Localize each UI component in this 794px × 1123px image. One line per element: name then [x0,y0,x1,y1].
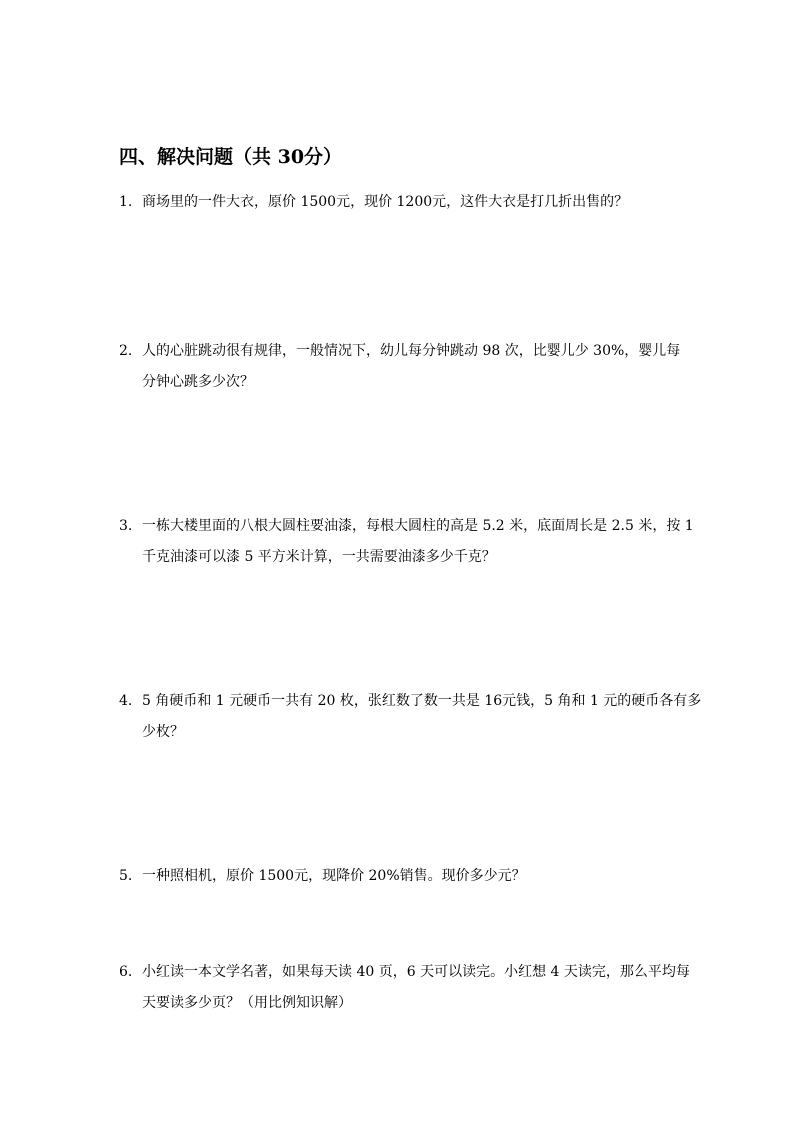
question-line [119,861,679,892]
question-line [119,957,690,988]
question-number: 6. [119,964,133,980]
question-text-continued: 千克油漆可以漆 5 平方米计算，一共需要油漆多少千克？ [142,549,496,565]
question-line [119,511,694,542]
question-text: 人的心脏跳动很有规律，一般情况下，幼儿每分钟跳动 98 次，比婴儿少 30%，婴儿每 [142,343,681,359]
section-title: 四、解决问题（共 30分） [119,146,343,168]
question-5 [119,861,679,892]
question-text-continued: 天要读多少页？（用比例知识解） [142,995,352,1011]
question-text-continued: 少枚？ [142,724,184,740]
question-line [119,686,702,717]
question-text: 5 角硬币和 1 元硬币一共有 20 枚，张红数了数一共是 16元钱，5 角和 1 元的硬币各有多 [142,693,702,709]
question-line [119,187,679,218]
question-number: 1. [119,194,133,210]
question-2 [119,336,679,398]
question-4 [119,686,702,748]
question-line [119,336,679,367]
question-text-continued: 分钟心跳多少次？ [142,374,254,390]
question-3 [119,511,694,573]
question-number: 2. [119,343,133,359]
question-number: 4. [119,693,133,709]
question-text: 商场里的一件大衣，原价 1500元，现价 1200元，这件大衣是打几折出售的？ [142,194,629,210]
question-number: 3. [119,518,133,534]
question-6 [119,957,690,1019]
question-1 [119,187,679,218]
question-text: 小红读一本文学名著，如果每天读 40 页，6 天可以读完。小红想 4 天读完，那么平均每 [142,964,690,980]
question-text: 一栋大楼里面的八根大圆柱要油漆，每根大圆柱的高是 5.2 米，底面周长是 2.5 米，按 1 [142,518,694,534]
question-number: 5. [119,868,133,884]
question-text: 一种照相机，原价 1500元，现降价 20%销售。现价多少元？ [142,868,526,884]
